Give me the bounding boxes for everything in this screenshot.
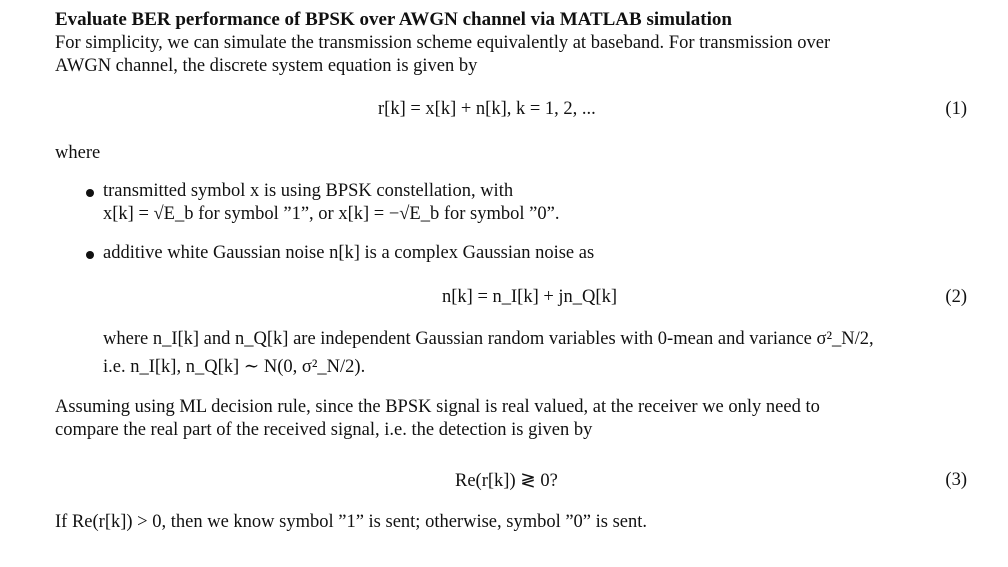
conclusion-text: If Re(r[k]) > 0, then we know symbol ”1” is sent; otherwise, symbol ”0” is sent. (55, 512, 648, 532)
bullet-1-line-1: transmitted symbol x is using BPSK constellation, with (103, 181, 514, 201)
intro-line-2: AWGN channel, the discrete system equation is given by (55, 56, 478, 76)
equation-2: n[k] = n_I[k] + jn_Q[k] (442, 287, 617, 307)
document-title: Evaluate BER performance of BPSK over AWGN channel via MATLAB simulation (55, 9, 732, 30)
bullet-2-line-1: additive white Gaussian noise n[k] is a complex Gaussian noise as (103, 243, 595, 263)
intro-line-1: For simplicity, we can simulate the transmission scheme equivalently at baseband. For transmission over (55, 33, 831, 53)
equation-1-number: (1) (945, 99, 967, 119)
where-label: where (55, 143, 101, 163)
noise-description-line-2: i.e. n_I[k], n_Q[k] ∼ N(0, σ²_N/2). (103, 357, 366, 377)
ml-paragraph-line-1: Assuming using ML decision rule, since the BPSK signal is real valued, at the receiver we only need to (55, 397, 820, 417)
noise-description-line-1: where n_I[k] and n_Q[k] are independent Gaussian random variables with 0-mean and variance σ²_N/2, (103, 329, 874, 349)
equation-2-number: (2) (945, 287, 967, 307)
equation-1: r[k] = x[k] + n[k], k = 1, 2, ... (378, 99, 596, 119)
equation-3-number: (3) (945, 470, 967, 490)
equation-3: Re(r[k]) ≷ 0? (455, 471, 558, 491)
bullet-1-marker (86, 189, 94, 197)
ml-paragraph-line-2: compare the real part of the received signal, i.e. the detection is given by (55, 420, 593, 440)
bullet-2-marker (86, 251, 94, 259)
bullet-1-line-2: x[k] = √E_b for symbol ”1”, or x[k] = −√E_b for symbol ”0”. (103, 204, 560, 224)
